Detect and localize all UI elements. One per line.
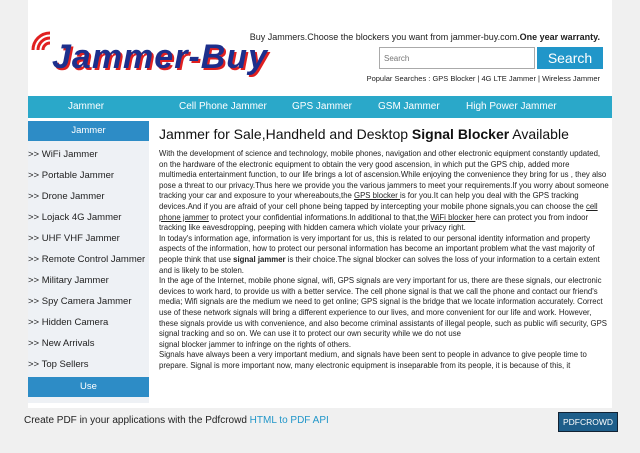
sidebar-item-uhf-vhf-jammer[interactable]: >> UHF VHF Jammer (28, 233, 120, 244)
page (28, 0, 612, 408)
search-input[interactable] (379, 47, 535, 69)
header-tagline: Buy Jammers.Choose the blockers you want from jammer-buy.com.One year warranty. (249, 32, 600, 42)
sidebar-item-top-sellers[interactable]: >> Top Sellers (28, 359, 89, 370)
sidebar (28, 121, 149, 403)
popular-searches: Popular Searches : GPS Blocker | 4G LTE Jammer | Wireless Jammer (366, 74, 600, 83)
html-to-pdf-link[interactable]: HTML to PDF API (249, 415, 329, 426)
sidebar-item-portable-jammer[interactable]: >> Portable Jammer (28, 170, 115, 181)
paragraph: With the development of science and technology, mobile phones, navigation and other electronic equipment constantly updated, on the hardware of the electronic equipment to obtain the very good ascension, in which put the GPS chip, added more multimedia entertainment function, to our life brings a lot of ascension.While enjoying the convenience they bring for us , they also pose a threat to our privacy.Thus here we provide you the various jammers to meet your requirements.If you worry about someone tracking your car and exposure to your whereabouts,the GPS blocker is for you.It can help you deal with the GPS tracking devices.And if you are afraid of your cell phone being tapped by intercepting your mobile phone signals,you can choose the cell phone jammer to protect your confidential informations.In additional to that,the WiFi blocker here can protect you from indoor tracking like eavesdropping, peeping with hidden camera which violate your privacy right. (159, 149, 609, 233)
gps-blocker-link[interactable]: GPS blocker (354, 191, 400, 201)
paragraph: In today's information age, information is very important for us, this is related to our personal identity information and property aspects of the information, how to protect our personal information has become an important problem what the vast majority of people think that use signal jammer is their choice.The signal blocker can solves the loss of your information to a certain extent and is likely to be stolen. (159, 233, 600, 275)
sidebar-item-new-arrivals[interactable]: >> New Arrivals (28, 338, 95, 349)
paragraph: signal blocker jammer to infringe on the rights of others. (159, 339, 351, 349)
sidebar-item-military-jammer[interactable]: >> Military Jammer (28, 275, 109, 286)
main-content (159, 126, 609, 398)
main-nav (28, 96, 612, 118)
site-logo[interactable] (30, 30, 268, 80)
sidebar-item-spy-camera-jammer[interactable]: >> Spy Camera Jammer (28, 296, 132, 307)
nav-jammer[interactable]: Jammer (68, 101, 105, 112)
wifi-blocker-link[interactable]: WiFi blocker (430, 212, 476, 222)
nav-high-power-jammer[interactable]: High Power Jammer (466, 101, 557, 112)
pdfcrowd-badge[interactable]: PDFCROWD (558, 412, 618, 432)
paragraph: Signals have always been a very important medium, and signals have been sent to people in advance to give people time to prepare. Signal is more important now, many electronic equipment is inseparable from its people, it is because of this, it (159, 350, 587, 370)
sidebar-item-wifi-jammer[interactable]: >> WiFi Jammer (28, 149, 98, 160)
page-title: Jammer for Sale,Handheld and Desktop Signal Blocker Available (159, 126, 569, 142)
pdfcrowd-footer (22, 412, 618, 432)
cell-phone-jammer-link[interactable]: cell phone jammer (159, 201, 598, 222)
logo-wordmark: Jammer-Buy (52, 38, 268, 76)
sidebar-item-remote-control-jammer[interactable]: >> Remote Control Jammer (28, 254, 146, 265)
wifi-signal-icon (30, 30, 54, 54)
nav-gps-jammer[interactable]: GPS Jammer (292, 101, 353, 112)
paragraph: In the age of the Internet, mobile phone signal, wifi, GPS signals are very important for us, there are these signals, our electronic devices to work hard, to provide us with a better service. The cell phone signal is that we call the phone and contact our friend's media; Wifi signals are the medium we need to get online; GPS signal is the bridge that we locate information accurately. Correct use of these network signals will bring a different experience to our lives, and more convenient for our life and work. However, these signals provide us with convenience, and also become criminal assistants of illegal people, such as public wifi security, GPS signal tracking and so on. We can use it to protect our own security while we do not use (159, 276, 607, 339)
nav-gsm-jammer[interactable]: GSM Jammer (378, 101, 440, 112)
sidebar-heading[interactable]: Jammer (28, 121, 149, 141)
footer-text: Create PDF in your applications with the Pdfcrowd HTML to PDF API (24, 415, 329, 426)
sidebar-use-heading[interactable]: Use (28, 377, 149, 397)
sidebar-item-drone-jammer[interactable]: >> Drone Jammer (28, 191, 105, 202)
search-button[interactable]: Search (537, 47, 603, 69)
nav-cell-phone-jammer[interactable]: Cell Phone Jammer (179, 101, 267, 112)
sidebar-item-lojack-4g-jammer[interactable]: >> Lojack 4G Jammer (28, 212, 122, 223)
article-body (159, 149, 609, 371)
sidebar-item-hidden-camera[interactable]: >> Hidden Camera (28, 317, 109, 328)
